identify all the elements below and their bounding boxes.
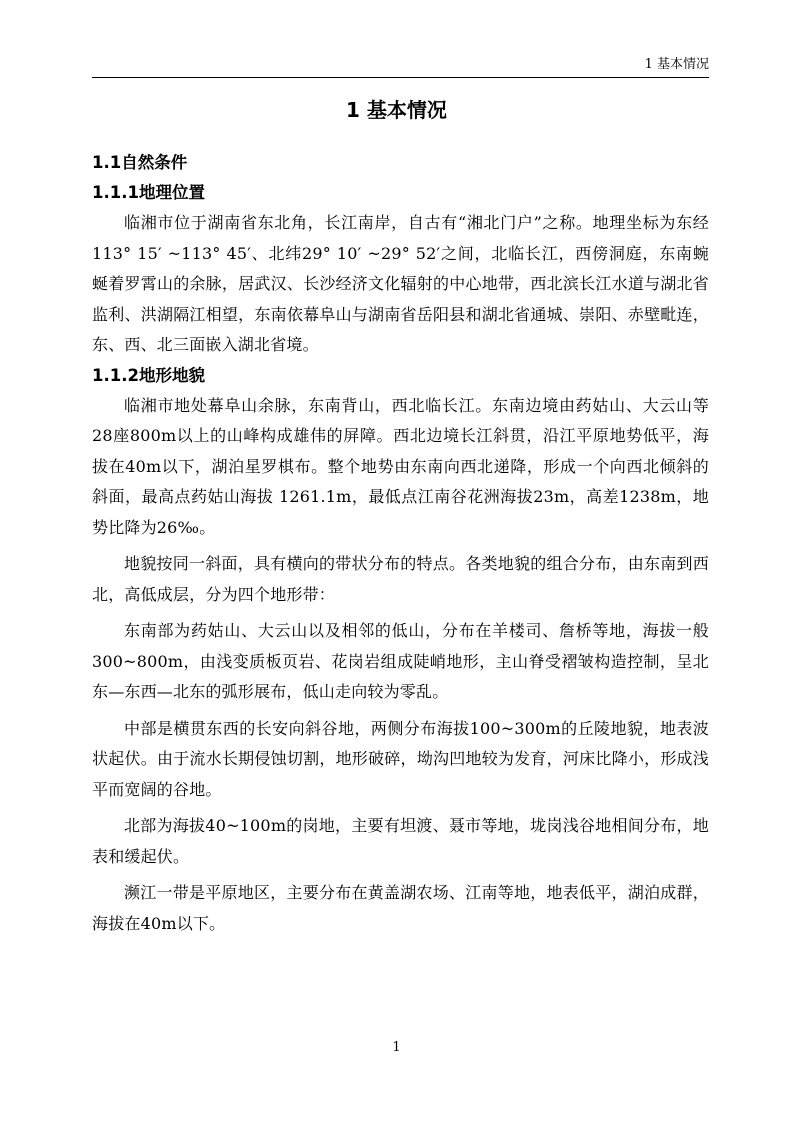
page-number: 1 — [392, 1040, 401, 1055]
paragraph-southeast-mountains: 东南部为药姑山、大云山以及相邻的低山，分布在羊楼司、詹桥等地，海拔一般 300~800m，由浅变质板页岩、花岗岩组成陡峭地形，主山脊受褶皱构造控制，呈北东—东西—北东的弧形展布，低山走向较为零乱。 — [92, 621, 709, 701]
running-header: 1 基本情况 — [644, 57, 709, 72]
paragraph-geographic-location: 临湘市位于湖南省东北角，长江南岸，自古有“湘北门户”之称。地理坐标为东经113° 15′ ~113° 45′、北纬29° 10′ ~29° 52′之间，北临长江，西傍洞庭，东南蜿蜒着罗霄山的余脉，居武汉、长沙经济文化辐射的中心地带，西北滨长江水道与湖北省监利、洪湖隔江相望，东南依幕阜山与湖南省岳阳县和湖北省通城、崇阳、赤壁毗连，东、西、北三面嵌入湖北省境。 — [92, 213, 709, 354]
paragraph-central-valley: 中部是横贯东西的长安向斜谷地，两侧分布海拔100~300m的丘陵地貌，地表波状起伏。由于流水长期侵蚀切割，地形破碎，坳沟凹地较为发育，河床比降小，形成浅平而宽阔的谷地。 — [92, 718, 709, 799]
section-heading-1-1: 1.1自然条件 — [92, 153, 188, 172]
paragraph-northern-ridges: 北部为海拔40~100m的岗地，主要有坦渡、聂市等地，垅岗浅谷地相间分布，地表和缓起伏。 — [92, 816, 709, 866]
paragraph-terrain-overview: 临湘市地处幕阜山余脉，东南背山，西北临长江。东南边境由药姑山、大云山等28座800m以上的山峰构成雄伟的屏障。西北边境长江斜贯，沿江平原地势低平，海拔在40m以下，湖泊星罗棋布。整个地势由东南向西北递降，形成一个向西北倾斜的斜面，最高点药姑山海拔 1261.1m，最低点江南谷花洲海拔23m，高差1238m，地势比降为26‰。 — [92, 395, 709, 537]
document-body — [92, 148, 709, 939]
paragraph-landform-distribution: 地貌按同一斜面，具有横向的带状分布的特点。各类地貌的组合分布，由东南到西北，高低成层，分为四个地形带： — [92, 554, 709, 604]
section-heading-1-1-1: 1.1.1地理位置 — [92, 183, 205, 202]
header-rule — [92, 77, 709, 78]
section-heading-1-1-2: 1.1.2地形地貌 — [92, 365, 205, 385]
chapter-title: 1 基本情况 — [346, 98, 447, 122]
paragraph-riverside-plain: 濒江一带是平原地区，主要分布在黄盖湖农场、江南等地，地表低平，湖泊成群，海拔在40m以下。 — [92, 883, 709, 933]
